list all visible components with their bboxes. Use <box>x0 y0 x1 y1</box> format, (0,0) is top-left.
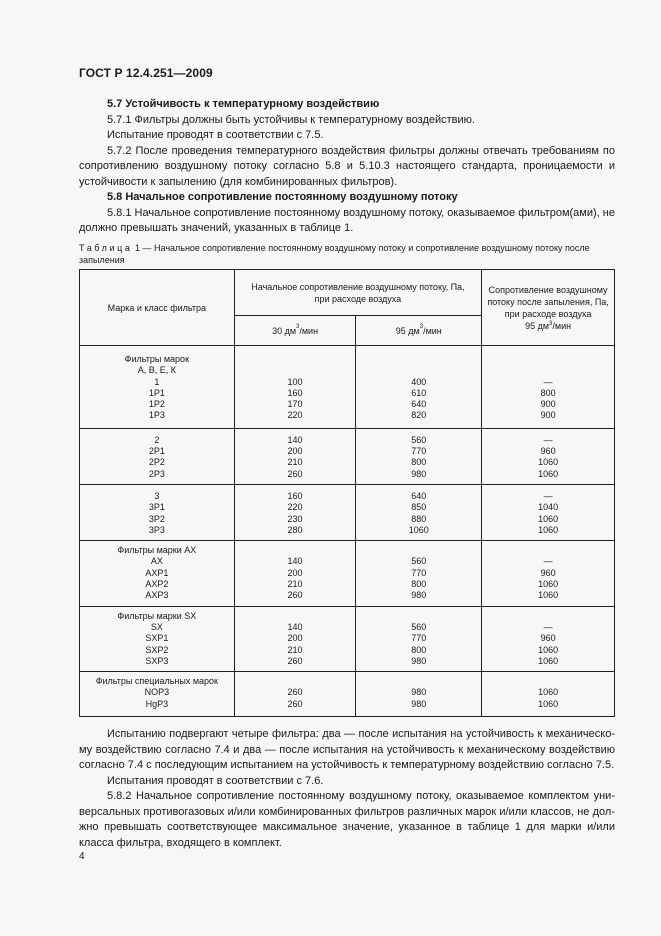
table-cell-value: Фильтры марки SX <box>117 610 197 621</box>
table-cell-value <box>237 365 354 376</box>
text-after-table <box>79 727 615 851</box>
table-cell-value: SXP1 <box>145 633 169 644</box>
table-cell-value: Фильтры специальных марок <box>95 676 218 687</box>
table-cell-value: 1 <box>154 376 160 387</box>
table-cell-value: 1040 <box>538 502 559 513</box>
after-dust-cell <box>482 428 615 484</box>
resistance-95-cell <box>356 346 482 429</box>
table-caption-text: 1 — Начальное сопротивление постоянному воздушному потоку и сопротивление воздушному потоку после запыления <box>79 243 590 265</box>
table-cell-value: Фильтры марок <box>124 354 190 364</box>
table-cell-value: 260 <box>287 698 303 709</box>
table-cell-value: 980 <box>411 468 427 479</box>
table-cell-value <box>237 545 354 556</box>
table-cell-value: — <box>543 556 553 567</box>
resistance-95-cell <box>356 484 482 540</box>
table-cell-value: — <box>543 376 553 387</box>
after-dust-cell <box>482 346 615 429</box>
table-cell-value: 610 <box>411 387 427 398</box>
table-cell-value: 1060 <box>538 687 559 698</box>
table-group-row <box>80 484 615 540</box>
table-cell-value: 210 <box>287 644 303 655</box>
table-cell-value: 1060 <box>538 468 559 479</box>
table-cell-value: 800 <box>411 644 427 655</box>
table-cell-value: 560 <box>411 434 427 445</box>
table-cell-value: 770 <box>411 567 427 578</box>
table-cell-value: 140 <box>287 621 303 632</box>
table-cell-value: 160 <box>287 490 303 501</box>
section-5-8-heading: 5.8 Начальное сопротивление постоянному воздушному потоку <box>107 191 458 203</box>
table-cell-value: 960 <box>540 446 556 457</box>
table-cell-value: 220 <box>287 502 303 513</box>
table-cell-value: 2Р2 <box>148 457 165 468</box>
table-cell-value: 980 <box>411 698 427 709</box>
table-group-row <box>80 428 615 484</box>
table-cell-value: — <box>543 490 553 501</box>
table-group-row <box>80 541 615 606</box>
after-dust-cell <box>482 484 615 540</box>
table-cell-value: 200 <box>287 446 303 457</box>
table-cell-value: 210 <box>287 457 303 468</box>
paragraph-5-8-2: 5.8.2 Начальное сопротивление постоянному воздушному потоку, оказываемое комплектом универсальных противогазовых и/или комбинированных фильтров различных марок и/или классов, не должно превышать соответствующее максимальное значение, указанное в таблице 1 для марки и/или класса фильтра, входящего в комплект. <box>79 790 615 849</box>
table-cell-value: 200 <box>287 633 303 644</box>
table-cell-value: 800 <box>411 457 427 468</box>
table-cell-value <box>237 611 354 622</box>
table-cell-value <box>237 354 354 365</box>
table-cell-value: АХР2 <box>145 579 169 590</box>
table-cell-value: 560 <box>411 621 427 632</box>
table-cell-value <box>358 365 479 376</box>
table-cell-value: 140 <box>287 434 303 445</box>
mark-cell <box>80 672 235 717</box>
table-cell-value: — <box>543 434 553 445</box>
table-cell-value <box>358 611 479 622</box>
page-number: 4 <box>79 851 85 862</box>
table-cell-value: 800 <box>540 387 556 398</box>
table-cell-value: 170 <box>287 399 303 410</box>
table-cell-value <box>484 676 612 687</box>
section-5-7-heading: 5.7 Устойчивость к температурному воздействию <box>107 98 380 110</box>
table-cell-value: SX <box>150 621 163 632</box>
header-mark-class: Марка и класс фильтра <box>80 270 235 346</box>
table-cell-value <box>484 354 612 365</box>
table-cell-value: АХ <box>150 556 163 567</box>
table-cell-value: 3Р1 <box>148 502 165 513</box>
header-after-dust-resistance: Сопротивление воздушному потоку после запыления, Па, при расходе воздуха 95 $дм^3$/мин <box>482 270 615 346</box>
table-cell-value: 1060 <box>538 457 559 468</box>
table-cell-value: 1060 <box>538 524 559 535</box>
paragraph-test-reference: Испытания проводят в соответствии с 7.6. <box>107 774 324 787</box>
table-cell-value: А, В, Е, К <box>137 365 176 376</box>
header-95-dm3: 95 $дм^3$/мин <box>356 316 482 346</box>
table-cell-value <box>358 545 479 556</box>
resistance-table <box>79 269 615 717</box>
mark-cell <box>80 606 235 671</box>
table-cell-value: 280 <box>287 524 303 535</box>
after-dust-cell <box>482 541 615 606</box>
resistance-95-cell <box>356 606 482 671</box>
mark-cell <box>80 541 235 606</box>
table-cell-value: 2Р1 <box>148 446 165 457</box>
table-cell-value: 260 <box>287 468 303 479</box>
table-cell-value: SXP3 <box>145 655 169 666</box>
table-cell-value: 640 <box>411 490 427 501</box>
table-cell-value: 160 <box>287 387 303 398</box>
table-cell-value: 260 <box>287 687 303 698</box>
table-cell-value <box>237 676 354 687</box>
table-cell-value: 800 <box>411 579 427 590</box>
table-cell-value: NOP3 <box>144 687 170 698</box>
table-cell-value: 210 <box>287 579 303 590</box>
resistance-30-cell <box>234 346 356 429</box>
table-cell-value: 980 <box>411 687 427 698</box>
table-cell-value: 1060 <box>538 590 559 601</box>
table-cell-value: 200 <box>287 567 303 578</box>
table-cell-value: 880 <box>411 513 427 524</box>
table-cell-value: — <box>543 621 553 632</box>
table-cell-value: SXP2 <box>145 644 169 655</box>
resistance-95-cell <box>356 541 482 606</box>
table-cell-value: 260 <box>287 590 303 601</box>
table-cell-value: 1Р3 <box>148 410 165 421</box>
table-cell-value: 900 <box>540 410 556 421</box>
table-cell-value: 100 <box>287 376 303 387</box>
table-cell-value: 140 <box>287 556 303 567</box>
resistance-95-cell <box>356 428 482 484</box>
section-5-7-and-5-8 <box>79 97 615 237</box>
table-cell-value: 560 <box>411 556 427 567</box>
table-caption <box>79 242 619 266</box>
paragraph-5-7-2: 5.7.2 После проведения температурного воздействия фильтры должны отвечать требованиям по сопротивлению воздушному потоку согласно 5.8 и 5.10.3 настоящего стандарта, проницаемости и устойчивости к запылению (для комбинированных фильтров). <box>79 144 615 188</box>
table-cell-value <box>484 545 612 556</box>
table-cell-value: АХР3 <box>145 590 169 601</box>
table-cell-value: 3 <box>154 490 160 501</box>
table-cell-value: 900 <box>540 399 556 410</box>
table-cell-value: 850 <box>411 502 427 513</box>
paragraph-5-8-1: 5.8.1 Начальное сопротивление постоянному воздушному потоку, оказываемое фильтром(ами), не должно превышать значений, указанных в таблице 1. <box>79 206 615 234</box>
table-cell-value: 260 <box>287 655 303 666</box>
table-caption-label: Таблица <box>79 243 133 253</box>
mark-cell <box>80 484 235 540</box>
table-cell-value: АХР1 <box>145 567 169 578</box>
table-cell-value: 1060 <box>538 579 559 590</box>
paragraph-5-7-1: 5.7.1 Фильтры должны быть устойчивы к температурному воздействию. <box>107 113 475 126</box>
table-cell-value: 820 <box>411 410 427 421</box>
resistance-30-cell <box>234 541 356 606</box>
table-cell-value <box>358 676 479 687</box>
table-cell-value: 640 <box>411 399 427 410</box>
table-cell-value: 960 <box>540 633 556 644</box>
table-cell-value: 2Р3 <box>148 468 165 479</box>
table-group-row <box>80 346 615 429</box>
resistance-95-cell <box>356 672 482 717</box>
table-cell-value: 1060 <box>538 698 559 709</box>
document-header: ГОСТ Р 12.4.251—2009 <box>79 66 213 80</box>
resistance-30-cell <box>234 672 356 717</box>
table-group-row <box>80 672 615 717</box>
mark-cell <box>80 346 235 429</box>
resistance-30-cell <box>234 606 356 671</box>
paragraph-test-description: Испытанию подвергают четыре фильтра: два — после испытания на устойчивость к механическому воздействию согласно 7.4 и два — после испытания на устойчивость к механическому воздействию согласно 7.4 с последующим испытанием на устойчивость к температурному воздействию согласно 7.5. <box>79 728 615 771</box>
resistance-30-cell <box>234 484 356 540</box>
after-dust-cell <box>482 672 615 717</box>
table-cell-value <box>358 354 479 365</box>
table-cell-value: 770 <box>411 446 427 457</box>
table-cell-value: 1060 <box>538 655 559 666</box>
table-cell-value: 2 <box>154 434 160 445</box>
table-cell-value: 1Р2 <box>148 399 165 410</box>
header-30-dm3: 30 $дм^3$/мин <box>234 316 356 346</box>
table-cell-value: 960 <box>540 567 556 578</box>
mark-cell <box>80 428 235 484</box>
table-cell-value: 1060 <box>538 513 559 524</box>
table-cell-value: 3Р3 <box>148 524 165 535</box>
table-cell-value: HgP3 <box>145 698 169 709</box>
table-cell-value: 770 <box>411 633 427 644</box>
table-cell-value: 220 <box>287 410 303 421</box>
table-cell-value <box>484 611 612 622</box>
table-cell-value: 980 <box>411 590 427 601</box>
table-cell-value: 1060 <box>408 524 429 535</box>
resistance-30-cell <box>234 428 356 484</box>
table-cell-value: 3Р2 <box>148 513 165 524</box>
table-group-row <box>80 606 615 671</box>
header-initial-resistance: Начальное сопротивление воздушному потоку, Па, при расходе воздуха <box>234 270 481 316</box>
table-cell-value: Фильтры марки АХ <box>117 545 197 556</box>
table-cell-value: 1Р1 <box>148 387 165 398</box>
table-cell-value: 400 <box>411 376 427 387</box>
after-dust-cell <box>482 606 615 671</box>
paragraph-5-7-1-test: Испытание проводят в соответствии с 7.5. <box>107 129 324 141</box>
table-cell-value <box>484 365 612 376</box>
table-cell-value: 980 <box>411 655 427 666</box>
table-cell-value: 1060 <box>538 644 559 655</box>
table-cell-value: 230 <box>287 513 303 524</box>
